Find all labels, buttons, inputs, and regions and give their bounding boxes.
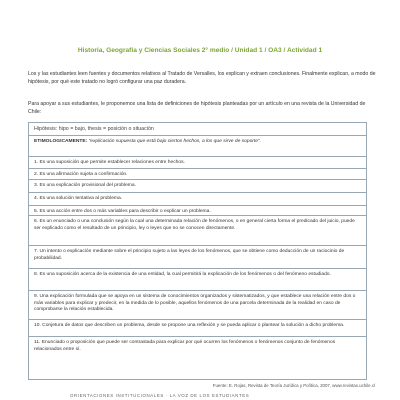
- table-row: 8. Es una suposición acerca de la existencia de una entidad, la cual permitirá la explicación de los fenómenos o del fenómeno estudiado.: [29, 269, 366, 291]
- source-footer: Fuente: E. Rojas, Revista de Teoría Jurídica y Política, 2007, www.revistas.uchile.cl: [212, 383, 375, 388]
- table-row: 6. Es un enunciado o una conclusión según la cual una determinada relación de fenómenos, o en general cierta forma el predicado del juicio, puede ser explicado como el resultado de un principio, ley o leyes que no se conocen directamente.: [29, 216, 366, 246]
- table-row: 7. Un intento o explicación mediante sobre el principio sujeto a las leyes de los fenómenos, que se obtiene como deducción de un raciocinio de probabilidad.: [29, 246, 366, 269]
- table-row: 2. Es una afirmación sujeta a confirmación.: [29, 169, 366, 180]
- intro-paragraph: Los y las estudiantes leen fuentes y documentos relativos al Tratado de Versalles, los explican y extraen conclusiones. Finalmente explican, a modo de hipótesis, por qué este tratado no logró configurar una paz duradera.: [28, 71, 376, 85]
- etymology-label: ETIMOLOGICAMENTE:: [34, 139, 88, 144]
- table-row: 9. Una explicación formulada que se apoya en un sistema de conocimientos organizados y sistematizados, y que establece una relación entre dos o más variables para explicar y predecir, en la medida de lo posible, aquellos fenómenos de una parcela determinada de la realidad en caso de comprobarse la relación establecida.: [29, 291, 366, 320]
- table-row: 11. Enunciado o proposición que puede ser contrastada para explicar por qué ocurren los fenómenos o fenómenos conjunto de fenómenos relacionados entre sí.: [34, 340, 336, 352]
- table-row: 4. Es una solución tentativa al problema.: [29, 193, 366, 206]
- table-row: 10. Conjetura de datos que describen un problema, desde se propone una reflexión y se pueda aplicar o plantear la solución a dicho problema.: [29, 320, 366, 337]
- etymology-text: “explicación supuesta que está bajo ciertos hechos, a los que sirve de soporte”.: [88, 139, 261, 144]
- hypothesis-definitions-table: [28, 122, 367, 380]
- activity-title: Historia, Geografía y Ciencias Sociales 2° medio / Unidad 1 / OA3 / Actividad 1: [77, 47, 323, 54]
- etymology-row: [29, 136, 366, 157]
- table-header-row: Hipótesis: hipo = bajo, thesis = posición o situación: [29, 123, 366, 136]
- table-row: 3. Es una explicación provisional del problema.: [29, 180, 366, 193]
- table-row: 5. Es una acción entre dos o más variables para describir o explicar un problema.: [29, 206, 366, 216]
- support-paragraph: Para apoyar a sus estudiantes, le proponemos una lista de definiciones de hipótesis planteadas por un artículo en una revista de la Universidad de Chile:: [28, 101, 366, 115]
- bottom-banner-text: ORIENTACIONES INSTITUCIONALES · LA VOZ DE LOS ESTUDIANTES: [70, 393, 250, 398]
- table-row: 1. Es una suposición que permite establecer relaciones entre hechos.: [29, 157, 366, 169]
